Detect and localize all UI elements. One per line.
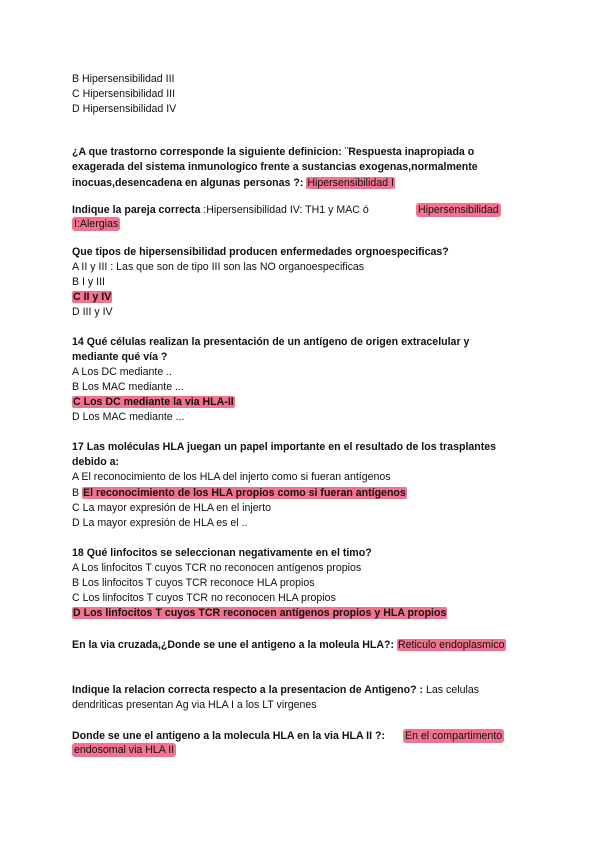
- option-b-hipersensibilidad: B Hipersensibilidad III: [72, 73, 175, 85]
- answer-highlight: C Los DC mediante la via HLA-II: [73, 396, 234, 408]
- option-c: C Los linfocitos T cuyos TCR no reconocen HLA propios: [72, 592, 336, 604]
- question-trastorno-text: inocuas,desencadena en algunas personas ?:: [72, 177, 304, 189]
- option-d: D La mayor expresión de HLA es el ..: [72, 517, 248, 529]
- question-relacion-text: Indique la relacion correcta respecto a la presentacion de Antigeno? :: [72, 684, 424, 696]
- answer-highlight: Reticulo endoplasmico: [397, 639, 505, 651]
- option-b: B Los MAC mediante ...: [72, 381, 184, 393]
- question-14-line1: 14 Qué células realizan la presentación de un antígeno de origen extracelular y: [72, 336, 470, 348]
- option-b: B I y III: [72, 276, 105, 288]
- option-a: A II y III : Las que son de tipo III son las NO organoespecificas: [72, 261, 365, 273]
- option-letter: B: [72, 487, 83, 499]
- option-d-correct: [72, 606, 532, 620]
- question-via-cruzada-text: En la via cruzada,¿Donde se une el antigeno a la moleula HLA?:: [72, 639, 395, 651]
- question-tipos: Que tipos de hipersensibilidad producen enfermedades orgnoespecificas?: [72, 246, 449, 258]
- answer-highlight: I:Alergias: [74, 218, 119, 230]
- question-18: 18 Qué linfocitos se seleccionan negativamente en el timo?: [72, 547, 372, 559]
- option-b-correct: [72, 486, 532, 500]
- question-hla-ii-text: Donde se une el antigeno a la molecula HLA en la via HLA II ?:: [72, 730, 385, 742]
- option-c-correct: [72, 395, 532, 409]
- option-c-hipersensibilidad: C Hipersensibilidad III: [72, 88, 176, 100]
- question-trastorno-line1: ¿A que trastorno corresponde la siguiente definicion: ¨Respuesta inapropiada o: [72, 146, 475, 158]
- question-pareja-prompt: Indique la pareja correcta: [72, 204, 201, 216]
- option-d: D Los MAC mediante ...: [72, 411, 185, 423]
- question-14-line2: mediante qué vía ?: [72, 351, 168, 363]
- answer-highlight: En el compartimento: [405, 730, 503, 742]
- answer-highlight: Hipersensibilidad: [418, 204, 499, 216]
- answer-highlight: D Los linfocitos T cuyos TCR reconocen antígenos propios y HLA propios: [73, 607, 447, 619]
- question-17-line2: debido a:: [72, 456, 120, 468]
- option-b: B Los linfocitos T cuyos TCR reconoce HLA propios: [72, 577, 315, 589]
- answer-text-line2: dendriticas presentan Ag via HLA I a los LT virgenes: [72, 699, 317, 711]
- question-17-line1: 17 Las moléculas HLA juegan un papel importante en el resultado de los trasplantes: [72, 441, 497, 453]
- question-pareja-text: :Hipersensibilidad IV: TH1 y MAC ó: [200, 204, 369, 216]
- answer-text: Las celulas: [423, 684, 480, 696]
- option-c: C La mayor expresión de HLA en el injerto: [72, 502, 272, 514]
- answer-highlight: El reconocimiento de los HLA propios como si fueran antígenos: [83, 487, 406, 499]
- option-c-correct: [72, 290, 532, 304]
- option-a: A Los DC mediante ..: [72, 366, 173, 378]
- option-d: D III y IV: [72, 306, 113, 318]
- answer-highlight: endosomal via HLA II: [74, 744, 175, 756]
- question-relacion: [72, 683, 532, 697]
- question-via-cruzada: [72, 638, 532, 652]
- answer-highlight: C II y IV: [73, 291, 112, 303]
- question-trastorno-line2: exagerada del sistema inmunologico frente a sustancias exogenas,normalmente: [72, 161, 478, 173]
- answer-highlight: Hipersensibilidad I: [307, 177, 394, 189]
- option-a: A Los linfocitos T cuyos TCR no reconocen antígenos propios: [72, 562, 362, 574]
- question-trastorno-line3: [72, 176, 532, 190]
- option-d-hipersensibilidad: D Hipersensibilidad IV: [72, 103, 177, 115]
- option-a: A El reconocimiento de los HLA del injerto como si fueran antígenos: [72, 471, 391, 483]
